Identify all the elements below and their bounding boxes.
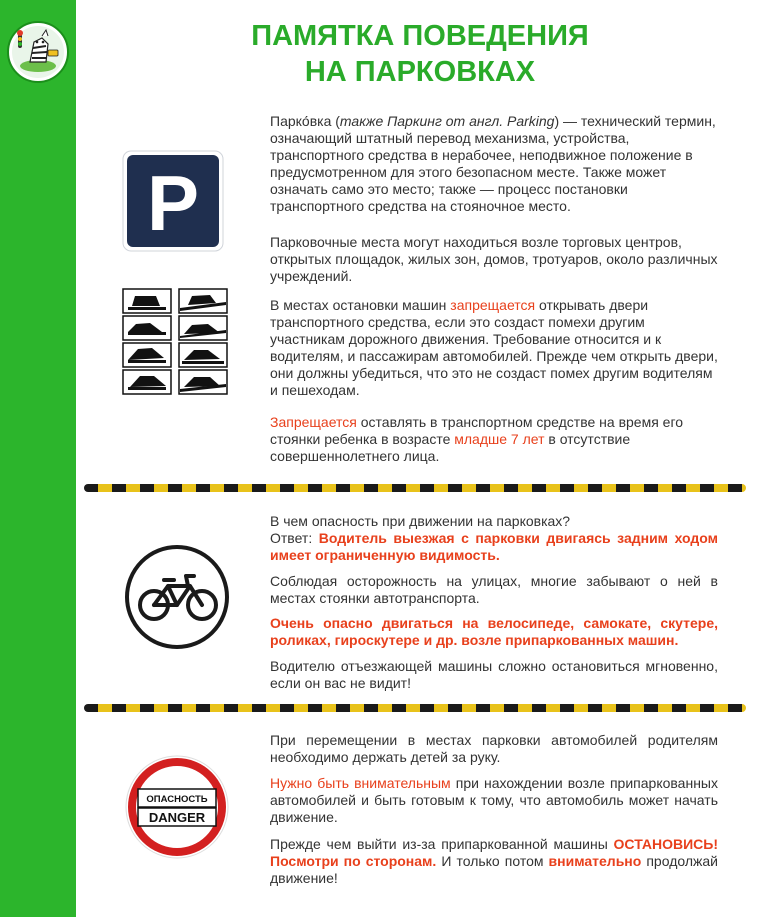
- section1-paragraph-child: Запрещается оставлять в транспортном средстве на время его стоянки ребенка в возрасте младше 7 лет в отсутствие совершеннолетнего лица.: [270, 414, 684, 464]
- parking-sign-icon: [122, 150, 224, 252]
- danger-sign-top-text: ОПАСНОСТЬ: [146, 794, 208, 805]
- section1-paragraph-doors: В местах остановки машин запрещается открывать двери транспортного средства, если это создаст помехи другим участникам дорожного движения. Требование относится и к водителям, и пассажирам автомобилей. Прежде чем открыть двери, они должны убедиться, что это не создаст помех другим водителям и пешеходам.: [270, 297, 718, 398]
- left-green-bar: [0, 0, 76, 917]
- section1-paragraph-locations: Парковочные места могут находиться возле торговых центров, открытых площадок, жилых зон, домов, тротуаров, около различных учреждений.: [270, 234, 718, 284]
- danger-sign-icon: [122, 752, 232, 862]
- striped-divider-2: [84, 703, 746, 713]
- section2-paragraph-danger: Очень опасно двигаться на велосипеде, самокате, скутере, роликах, гироскутере и др. возле припаркованных машин.: [270, 615, 718, 648]
- section2-answer: Ответ: Водитель выезжая с парковки двигаясь задним ходом имеет ограниченную видимость.: [270, 530, 718, 563]
- section3-paragraph-attentive: Нужно быть внимательным при нахождении возле припаркованных автомобилей и быть готовым к тому, что автомобиль может начать движение.: [270, 775, 718, 825]
- danger-sign-bottom-text: DANGER: [148, 810, 206, 825]
- bicycle-sign-icon: [122, 542, 232, 652]
- section2-paragraph-driver: Водителю отъезжающей машины сложно остановиться мгновенно, если он вас не видит!: [270, 658, 718, 691]
- section3-paragraph-stop-look: Прежде чем выйти из-за припаркованной машины ОСТАНОВИСЬ! Посмотри по сторонам. И только потом внимательно продолжай движение!: [270, 836, 718, 886]
- page-title-line2: НА ПАРКОВКАХ: [304, 56, 536, 88]
- parking-methods-signs-icon: [122, 288, 228, 396]
- parking-sign-letter: P: [146, 159, 200, 247]
- page-title-line1: ПАМЯТКА ПОВЕДЕНИЯ: [251, 20, 589, 52]
- striped-divider-1: [84, 483, 746, 493]
- section1-paragraph-definition: Парко́вка (также Паркинг от англ. Parking) — технический термин, означающий штатный перевод механизма, устройства, транспортного средства в нерабочее, неподвижное положение в предусмотренном для этого безопасном месте. Также может означать само это место; также — процесс постановки транспортного средства на стояночное место.: [270, 113, 716, 214]
- section2-question: В чем опасность при движении на парковках?: [270, 513, 571, 529]
- zebra-mascot-logo-icon: [6, 20, 70, 84]
- section2-paragraph-caution: Соблюдая осторожность на улицах, многие забывают о ней в местах стоянки автотранспорта.: [270, 573, 718, 606]
- section3-paragraph-hold-hands: При перемещении в местах парковки автомобилей родителям необходимо держать детей за руку.: [270, 732, 718, 765]
